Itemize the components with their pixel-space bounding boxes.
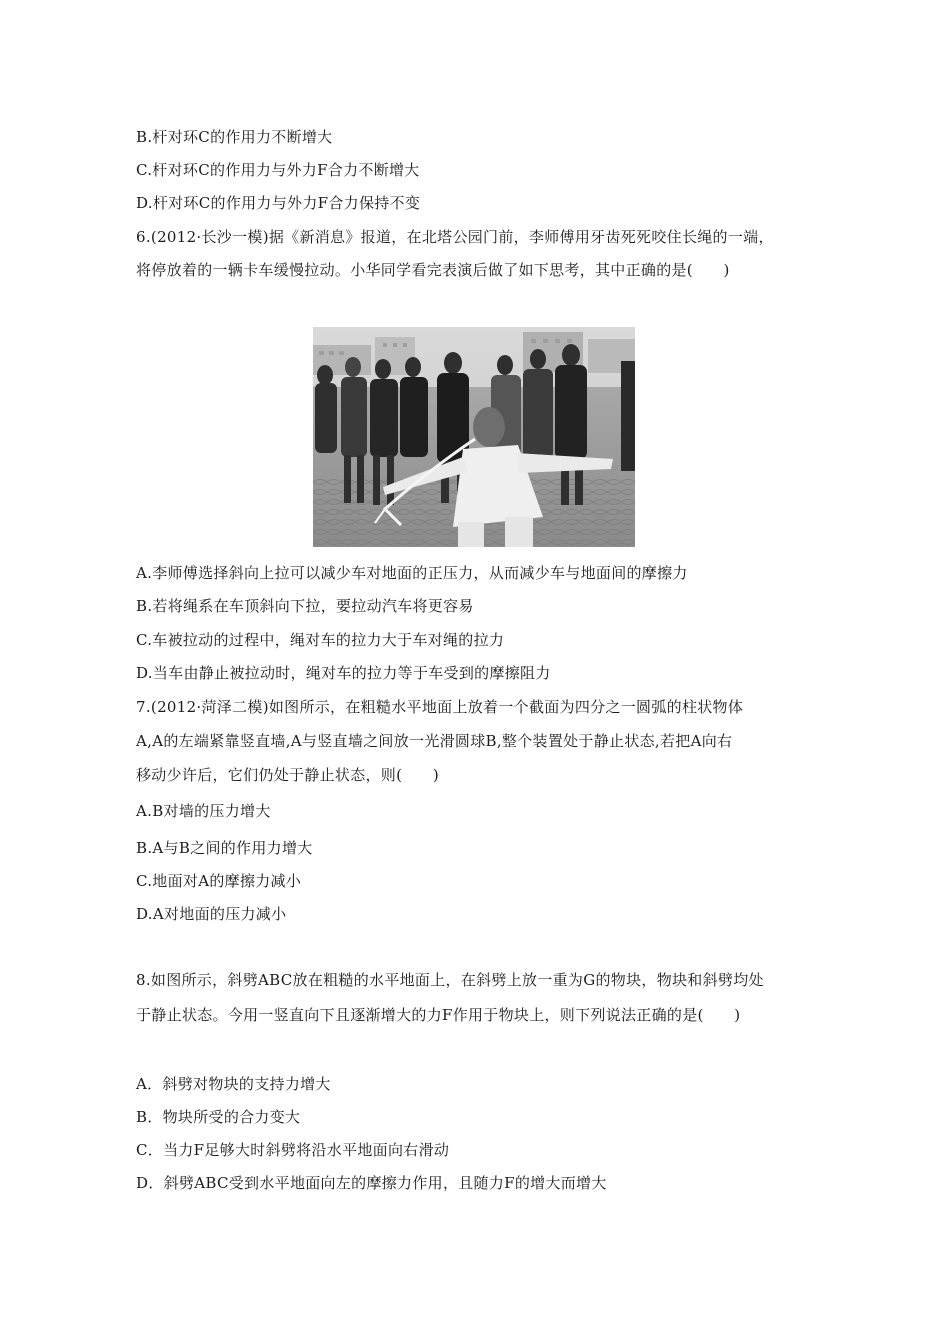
q7-stem-line-2: A,A的左端紧靠竖直墙,A与竖直墙之间放一光滑圆球B,整个装置处于静止状态,若把A向右 <box>136 732 733 750</box>
q5-option-c: C.杆对环C的作用力与外力F合力不断增大 <box>136 161 420 179</box>
q8-option-d: D．斜劈ABC受到水平地面向左的摩擦力作用，且随力F的增大而增大 <box>136 1174 607 1192</box>
q7-option-a: A.B对墙的压力增大 <box>136 802 271 820</box>
q8-option-a: A．斜劈对物块的支持力增大 <box>136 1075 331 1093</box>
q7-option-c: C.地面对A的摩擦力减小 <box>136 872 302 890</box>
q7-stem-line-3: 移动少许后，它们仍处于静止状态，则( ) <box>136 766 440 784</box>
q5-option-b: B.杆对环C的作用力不断增大 <box>136 128 333 146</box>
q8-stem-line-1: 8.如图所示，斜劈ABC放在粗糙的水平地面上，在斜劈上放一重为G的物块，物块和斜劈均处 <box>136 971 764 989</box>
performance-photo <box>313 327 635 547</box>
q6-stem-line-2: 将停放着的一辆卡车缓慢拉动。小华同学看完表演后做了如下思考，其中正确的是( ) <box>136 261 730 279</box>
q6-option-b: B.若将绳系在车顶斜向下拉，要拉动汽车将更容易 <box>136 597 474 615</box>
q6-option-d: D.当车由静止被拉动时，绳对车的拉力等于车受到的摩擦阻力 <box>136 664 551 682</box>
q6-stem-line-1: 6.(2012·长沙一模)据《新消息》报道，在北塔公园门前，李师傅用牙齿死死咬住长绳的一端， <box>136 228 774 246</box>
q5-option-d: D.杆对环C的作用力与外力F合力保持不变 <box>136 194 421 212</box>
q7-stem-line-1: 7.(2012·菏泽二模)如图所示，在粗糙水平地面上放着一个截面为四分之一圆弧的柱状物体 <box>136 698 744 716</box>
q8-stem-line-2: 于静止状态。今用一竖直向下且逐渐增大的力F作用于物块上，则下列说法正确的是( ) <box>136 1006 741 1024</box>
q8-option-c: C．当力F足够大时斜劈将沿水平地面向右滑动 <box>136 1141 450 1159</box>
q7-option-d: D.A对地面的压力减小 <box>136 905 287 923</box>
q6-option-c: C.车被拉动的过程中，绳对车的拉力大于车对绳的拉力 <box>136 631 505 649</box>
q7-option-b: B.A与B之间的作用力增大 <box>136 839 313 857</box>
q8-option-b: B．物块所受的合力变大 <box>136 1108 301 1126</box>
q6-option-a: A.李师傅选择斜向上拉可以减少车对地面的正压力，从而减少车与地面间的摩擦力 <box>136 564 688 582</box>
